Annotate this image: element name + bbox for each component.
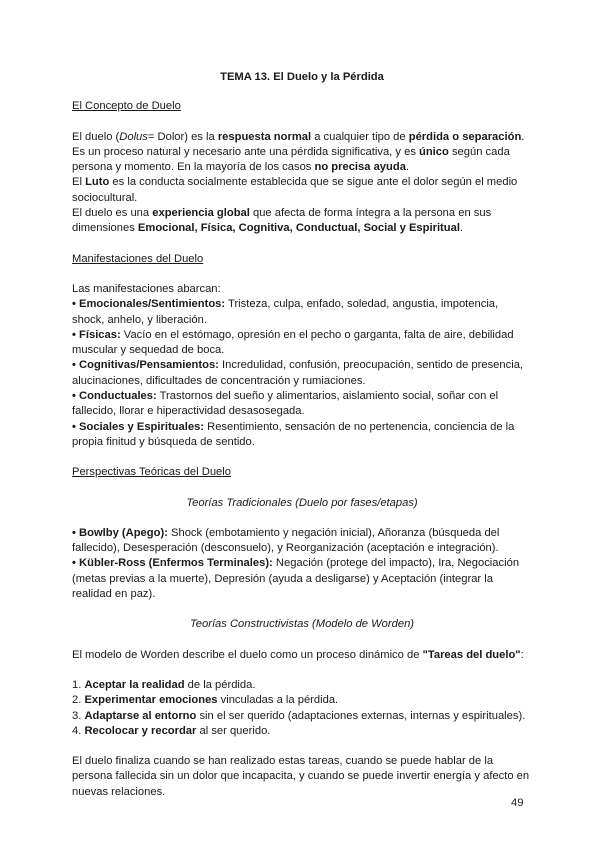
list-item: • Kübler-Ross (Enfermos Terminales): Negación (protege del impacto), Ira, Negociación (metas previas a la muerte), Depresión (ayuda a desligarse) y Aceptación (integrar la realidad en paz). bbox=[72, 557, 520, 601]
task-item: 1. Aceptar la realidad de la pérdida. bbox=[72, 678, 256, 691]
list-item: • Emocionales/Sentimientos: Tristeza, culpa, enfado, soledad, angustia, impotencia, shock, anhelo, y liberación. bbox=[72, 298, 499, 326]
document-page bbox=[72, 70, 532, 800]
list-item: • Físicas: Vacío en el estómago, opresión en el pecho o garganta, falta de aire, debilidad muscular y sequedad de boca. bbox=[72, 328, 514, 357]
task-item: 3. Adaptarse al entorno sin el ser querido (adaptaciones externas, internas y espirituales). bbox=[72, 709, 526, 722]
paragraph-definicion: El duelo (Dolus= Dolor) es la respuesta normal a cualquier tipo de pérdida o separación. Es un proceso natural y necesario ante una pérdida significativa, y es único según cada persona y momento. En la mayoría de los casos no precisa ayuda. bbox=[72, 130, 525, 174]
list-item: • Sociales y Espirituales: Resentimiento, sensación de no pertenencia, conciencia de la propia finitud y búsqueda de sentido. bbox=[72, 420, 515, 448]
paragraph-experiencia-global: El duelo es una experiencia global que afecta de forma íntegra a la persona en sus dimensiones Emocional, Física, Cognitiva, Conductual, Social y Espiritual. bbox=[72, 207, 492, 235]
list-item: • Cognitivas/Pensamientos: Incredulidad, confusión, preocupación, sentido de presencia, alucinaciones, dificultades de concentración y rumiaciones. bbox=[72, 359, 524, 387]
closing-paragraph: El duelo finaliza cuando se han realizado estas tareas, cuando se puede hablar de la persona fallecida sin un dolor que incapacita, y cuando se puede invertir energía y afecto en nuevas relaciones. bbox=[72, 755, 530, 798]
paragraph-luto: El Luto es la conducta socialmente establecida que se sigue ante el dolor según el medio sociocultural. bbox=[72, 176, 518, 204]
worden-intro: El modelo de Worden describe el duelo como un proceso dinámico de "Tareas del duelo": bbox=[72, 648, 524, 661]
subheading-constructivistas: Teorías Constructivistas (Modelo de Worden) bbox=[189, 618, 415, 631]
document-title: TEMA 13. El Duelo y la Pérdida bbox=[220, 71, 384, 83]
list-item: • Conductuales: Trastornos del sueño y alimentarios, aislamiento social, soñar con el fallecido, llorar e hiperactividad desasosegada. bbox=[72, 390, 499, 418]
section-heading-manifestaciones: Manifestaciones del Duelo bbox=[72, 252, 204, 265]
task-item: 4. Recolocar y recordar al ser querido. bbox=[72, 724, 271, 737]
section-heading-perspectivas: Perspectivas Teóricas del Duelo bbox=[72, 466, 231, 479]
list-item: • Bowlby (Apego): Shock (embotamiento y negación inicial), Añoranza (búsqueda del fallecido), Desesperación (desconsuelo), y Reorganización (aceptación e integración). bbox=[72, 526, 500, 555]
section-heading-concepto: El Concepto de Duelo bbox=[72, 100, 181, 113]
manifestaciones-intro: Las manifestaciones abarcan: bbox=[72, 282, 221, 295]
task-item: 2. Experimentar emociones vinculadas a la pérdida. bbox=[72, 694, 339, 707]
subheading-tradicionales: Teorías Tradicionales (Duelo por fases/etapas) bbox=[186, 496, 418, 509]
page-number: 49 bbox=[511, 797, 524, 809]
